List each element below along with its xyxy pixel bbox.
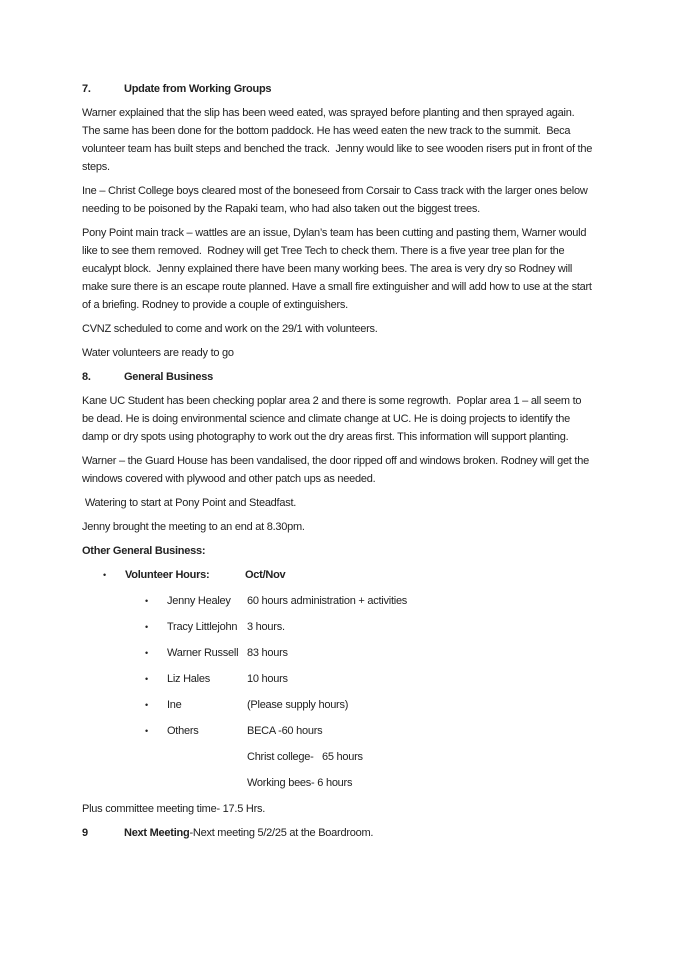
paragraph-cvnz: CVNZ scheduled to come and work on the 29/1 with volunteers. [82,323,378,335]
bullet-icon: • [145,622,148,632]
volunteer-hours-value: (Please supply hours) [247,699,349,711]
volunteer-name: Warner Russell [167,647,239,659]
paragraph-ine-christ-college: Ine – Christ College boys cleared most of the boneseed from Corsair to Cass track with the larger ones below needing to be poisoned by the Rapaki team, who had also taken out the biggest trees. [82,185,591,215]
volunteer-hours-value: BECA -60 hours [247,725,323,737]
volunteer-hours-value: 3 hours. [247,621,285,633]
next-meeting-title: Next Meeting [124,827,190,839]
paragraph-watering: Watering to start at Pony Point and Steadfast. [82,497,297,509]
bullet-icon: • [145,674,148,684]
section-heading-general-business [82,368,595,386]
section-heading-working-groups [82,80,595,98]
paragraph-slip-weed-eated: Warner explained that the slip has been weed eated, was sprayed before planting and then sprayed again. The same has been done for the bottom paddock. He has weed eaten the new track to the summit. Beca volunteer team has built steps and benched the track. Jenny would like to see wooden risers put in front of the steps. [82,107,595,173]
section-title: Update from Working Groups [124,83,272,95]
section-number: 8. [82,371,91,383]
bullet-icon: • [145,726,148,736]
volunteer-row [82,670,595,688]
volunteer-name: Liz Hales [167,673,210,685]
section-title: General Business [124,371,213,383]
volunteer-name: Tracy Littlejohn [167,621,238,633]
paragraph-kane-uc-student: Kane UC Student has been checking poplar area 2 and there is some regrowth. Poplar area 1 – all seem to be dead. He is doing environmental science and climate change at UC. He is doing projects to identify the damp or dry spots using photography to work out the dry areas first. This information will support planting. [82,395,585,443]
paragraph-meeting-end: Jenny brought the meeting to an end at 8.30pm. [82,521,305,533]
paragraph-committee-time: Plus committee meeting time- 17.5 Hrs. [82,803,266,815]
paragraph-guard-house: Warner – the Guard House has been vandalised, the door ripped off and windows broken. Rodney will get the windows covered with plywood and other patch ups as needed. [82,455,592,485]
volunteer-name: Ine [167,699,182,711]
paragraph-water-volunteers: Water volunteers are ready to go [82,347,234,359]
volunteer-hours-header [82,566,595,584]
next-meeting-line [124,824,595,842]
paragraph-pony-point-track: Pony Point main track – wattles are an issue, Dylan’s team has been cutting and pasting them, Warner would like to see them removed. Rodney will get Tree Tech to check them. There is a five year tree plan for the eucalypt block. Jenny explained there have been many working bees. The area is very dry so Rodney will make sure there is an escape route planned. Have a small fire extinguisher and will add how to use at the start of a briefing. Rodney to provide a couple of extinguishers. [82,227,595,311]
volunteer-name: Others [167,725,199,737]
volunteer-row [82,592,595,610]
volunteer-row [82,722,595,740]
volunteer-hours-continuation: Working bees- 6 hours [247,777,353,789]
volunteer-row [82,618,595,636]
volunteer-hours-value: 83 hours [247,647,288,659]
volunteer-hours-value: 60 hours administration + activities [247,595,408,607]
subheading-other-general-business: Other General Business: [82,545,206,557]
section-number: 9 [82,827,88,839]
volunteer-hours-period: Oct/Nov [245,569,286,581]
bullet-icon: • [145,596,148,606]
volunteer-row [82,696,595,714]
section-number: 7. [82,83,91,95]
volunteer-name: Jenny Healey [167,595,231,607]
bullet-icon: • [145,700,148,710]
volunteer-hours-label: Volunteer Hours: [125,569,210,581]
bullet-icon: • [103,570,106,580]
volunteer-row [82,644,595,662]
bullet-icon: • [145,648,148,658]
next-meeting-text: -Next meeting 5/2/25 at the Boardroom. [189,827,374,839]
volunteer-hours-value: 10 hours [247,673,288,685]
volunteer-hours-continuation: Christ college- 65 hours [247,751,363,763]
section-heading-next-meeting [82,824,595,842]
